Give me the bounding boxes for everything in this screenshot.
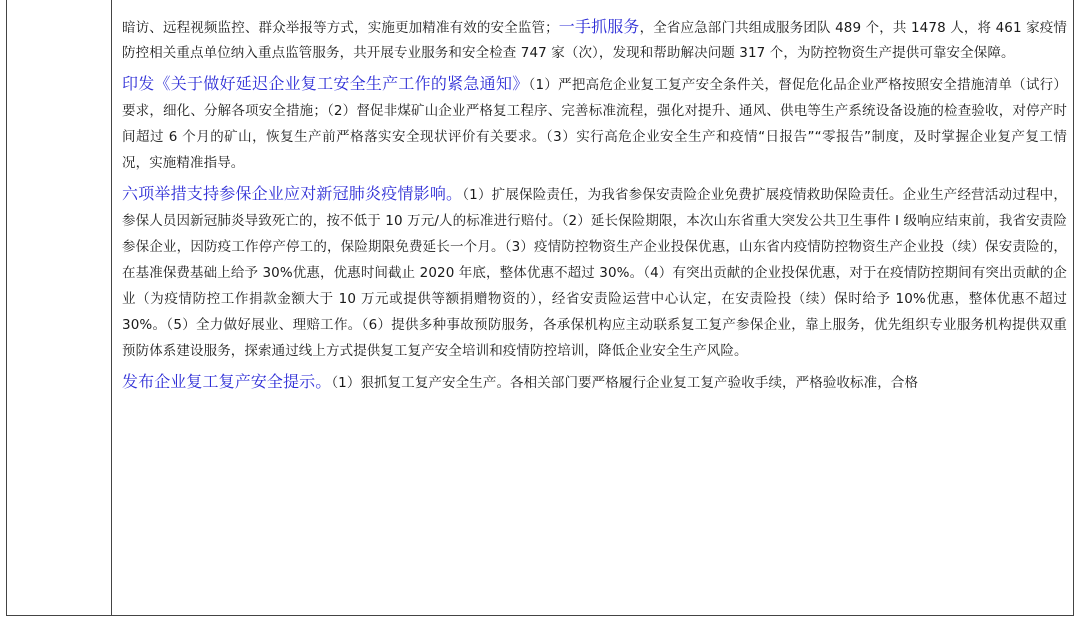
intro-text-a: 暗访、远程视频监控、群众举报等方式，实施更加精准有效的安全监管；	[122, 20, 559, 36]
intro-text-b: ，全省应急部门共组成服务团队 489 个，共 1478 人，将 461 家疫情防控相关重点单位纳入重点监管服务，共开展专业服务和安全检查 747 家（次），发现和帮助解决问题 317 个，为防控物资生产提供可靠安全保障。	[122, 20, 1067, 61]
intro-paragraph	[122, 14, 1067, 66]
content-cell	[113, 0, 1073, 615]
notice-highlight: 印发《关于做好延迟企业复工安全生产工作的紧急通知》	[122, 74, 529, 93]
column-divider	[111, 0, 112, 615]
table-frame	[6, 0, 1074, 616]
intro-highlight: 一手抓服务	[558, 17, 640, 36]
notice-text: （1）严把高危企业复工复产安全条件关，督促危化品企业严格按照安全措施清单（试行）要求，细化、分解各项安全措施；（2）督促非煤矿山企业严格复工程序、完善标准流程，强化对提升、通风、供电等生产系统设备设施的检查验收，对停产时间超过 6 个月的矿山，恢复生产前严格落实安全现状评价有关要求。（3）实行高危企业安全生产和疫情“日报告”“零报告”制度，及时掌握企业复产复工情况，实施精准指导。	[122, 77, 1067, 171]
insurance-paragraph	[122, 181, 1067, 364]
insurance-text: （1）扩展保险责任，为我省参保安责险企业免费扩展疫情救助保险责任。企业生产经营活动过程中，参保人员因新冠肺炎导致死亡的，按不低于 10 万元/人的标准进行赔付。（2）延长保险期限，本次山东省重大突发公共卫生事件 I 级响应结束前，我省安责险参保企业，因防疫工作停产停工的，保险期限免费延长一个月。（3）疫情防控物资生产企业投保优惠，山东省内疫情防控物资生产企业投（续）保安责险的，在基准保费基础上给予 30%优惠，优惠时间截止 2020 年底，整体优惠不超过 30%。（4）有突出贡献的企业投保优惠，对于在疫情防控期间有突出贡献的企业（为疫情防控工作捐款金额大于 10 万元或提供等额捐赠物资的），经省安责险运营中心认定，在安责险投（续）保时给予 10%优惠，整体优惠不超过 30%。（5）全力做好展业、理赔工作。（6）提供多种事故预防服务，各承保机构应主动联系复工复产参保企业，靠上服务，优先组织专业服务机构提供双重预防体系建设服务，探索通过线上方式提供复工复产安全培训和疫情防控培训，降低企业安全生产风险。	[122, 187, 1067, 359]
insurance-highlight: 六项举措支持参保企业应对新冠肺炎疫情影响。	[122, 184, 463, 203]
tips-text: （1）狠抓复工复产安全生产。各相关部门要严格履行企业复工复产验收手续，严格验收标准，合格	[331, 375, 919, 391]
tips-paragraph	[122, 369, 1067, 396]
notice-paragraph	[122, 71, 1067, 176]
tips-highlight: 发布企业复工复产安全提示。	[122, 372, 332, 391]
